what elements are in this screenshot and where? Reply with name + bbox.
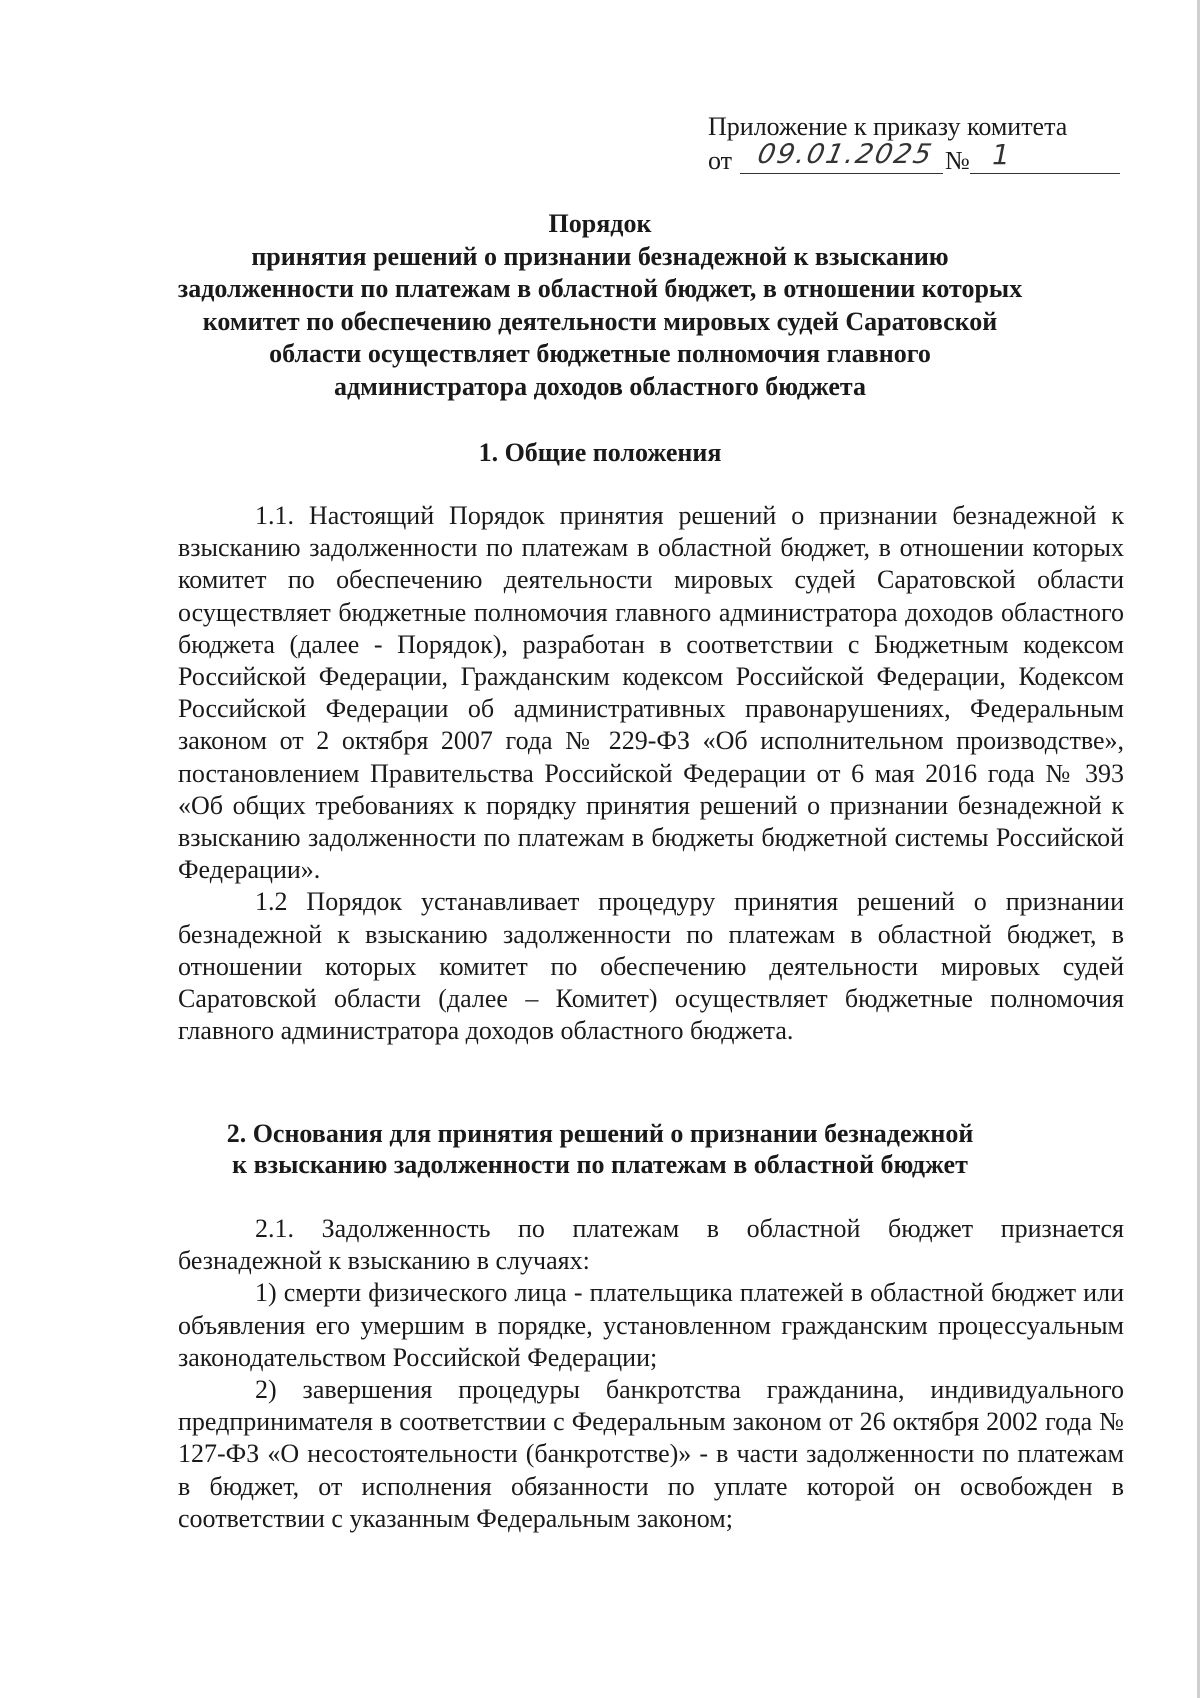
section-2-heading bbox=[120, 1118, 1080, 1180]
list-item-1: 1) смерти физического лица - плательщика платежей в областной бюджет или объявления его умершим в порядке, установленном гражданским процессуальным законодательством Российской Федерации; bbox=[178, 1278, 1124, 1372]
paragraph-2-1: 2.1. Задолженность по платежам в областной бюджет признается безнадежной к взысканию в случаях: bbox=[178, 1214, 1124, 1276]
section-2-body bbox=[178, 1213, 1124, 1535]
number-label: № bbox=[945, 146, 970, 175]
title-line: комитет по обеспечению деятельности мировых судей Саратовской bbox=[202, 306, 998, 336]
paragraph-1-2: 1.2 Порядок устанавливает процедуру принятия решений о признании безнадежной к взысканию задолженности по платежам в областной бюджет, в отношении которых комитет по обеспечению деятельности мировых судей Саратовской области (далее – Комитет) осуществляет бюджетные полномочия главного администратора доходов областного бюджета. bbox=[178, 887, 1124, 1046]
document-title bbox=[120, 208, 1080, 403]
date-underline bbox=[740, 173, 943, 174]
title-line: принятия решений о признании безнадежной к взысканию bbox=[251, 241, 949, 271]
title-line: области осуществляет бюджетные полномочия главного bbox=[269, 339, 931, 368]
handwritten-number: 1 bbox=[992, 138, 1010, 171]
appendix-date-line bbox=[708, 138, 1128, 178]
section-2-heading-line: к взысканию задолженности по платежам в областной бюджет bbox=[232, 1150, 968, 1179]
section-1-body bbox=[178, 500, 1124, 1047]
title-line: администратора доходов областного бюджета bbox=[334, 371, 866, 401]
handwritten-date: 09.01.2025 bbox=[754, 139, 936, 170]
paragraph-1-1: 1.1. Настоящий Порядок принятия решений о признании безнадежной к взысканию задолженности по платежам в областной бюджет, в отношении которых комитет по обеспечению деятельности мировых судей Саратовской области осуществляет бюджетные полномочия главного администратора доходов областного бюджета (далее - Порядок), разработан в соответствии с Бюджетным кодексом Российской Федерации, Гражданским кодексом Российской Федерации, Кодексом Российской Федерации об административных правонарушениях, Федеральным законом от 2 октября 2007 года № 229-ФЗ «Об исполнительном производстве», постановлением Правительства Российской Федерации от 6 мая 2016 года № 393 «Об общих требованиях к порядку принятия решений о признании безнадежной к взысканию задолженности по платежам в бюджеты бюджетной системы Российской Федерации». bbox=[178, 501, 1124, 885]
list-item-2: 2) завершения процедуры банкротства гражданина, индивидуального предпринимателя в соответствии с Федеральным законом от 26 октября 2002 года № 127-ФЗ «О несостоятельности (банкротстве)» - в части задолженности по платежам в бюджет, от исполнения обязанности по уплате которой он освобожден в соответствии с указанным Федеральным законом; bbox=[178, 1375, 1124, 1533]
section-1-heading: 1. Общие положения bbox=[478, 438, 722, 467]
appendix-header bbox=[708, 110, 1128, 178]
title-line: задолженности по платежам в областной бюджет, в отношении которых bbox=[177, 274, 1023, 303]
from-label: от bbox=[708, 146, 733, 175]
section-2-heading-line: 2. Основания для принятия решений о признании безнадежной bbox=[226, 1119, 974, 1148]
number-underline bbox=[970, 173, 1120, 174]
appendix-line: Приложение к приказу комитета bbox=[708, 112, 1068, 141]
title-line: Порядок bbox=[548, 209, 652, 238]
